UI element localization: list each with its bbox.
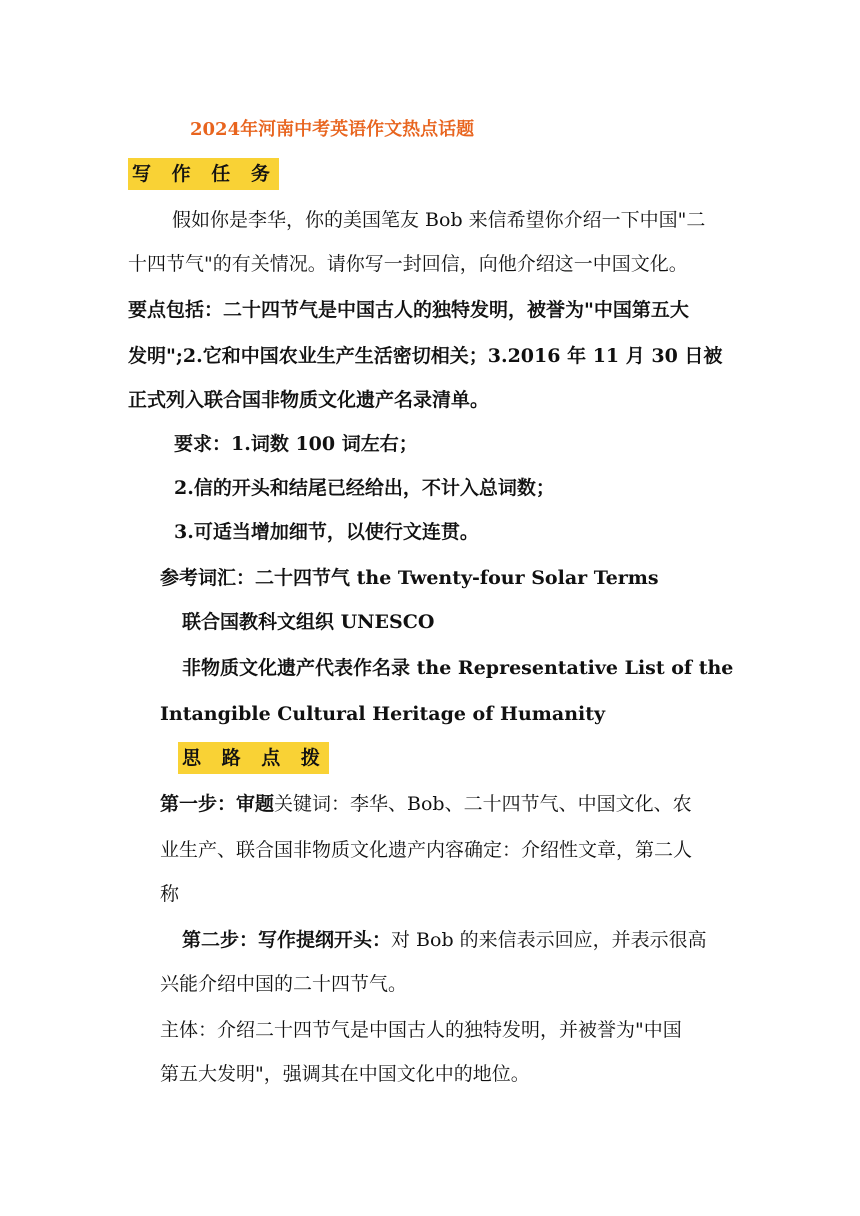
requirement-1: 要求：1.词数 100 词左右； [174,433,418,455]
body-para-line-1: 主体：介绍二十四节气是中国古人的独特发明，并被誉为"中国 [160,1019,682,1041]
step2-line-2: 兴能介绍中国的二十四节气。 [160,973,408,995]
vocab-line-2: 联合国教科文组织 UNESCO [182,611,435,633]
step1-text: 关键词：李华、Bob、二十四节气、中国文化、农 [274,793,692,815]
section-tag-writing-task: 写 作 任 务 [128,158,279,190]
step1-line-3: 称 [160,883,180,905]
task-line-5: 正式列入联合国非物质文化遗产名录清单。 [128,389,490,411]
vocab-line-4: Intangible Cultural Heritage of Humanity [160,703,606,725]
task-line-1: 假如你是李华，你的美国笔友 Bob 来信希望你介绍一下中国"二 [172,209,706,231]
step1-label: 第一步：审题 [160,793,275,815]
task-line-2: 十四节气"的有关情况。请你写一封回信，向他介绍这一中国文化。 [128,253,688,275]
vocab-line-1: 参考词汇：二十四节气 the Twenty-four Solar Terms [160,567,659,589]
task-line-3: 要点包括：二十四节气是中国古人的独特发明，被誉为"中国第五大 [128,299,689,321]
step1-line-2: 业生产、联合国非物质文化遗产内容确定：介绍性文章，第二人 [160,839,693,861]
step2-line-1 [182,928,707,952]
task-line-4: 发明";2.它和中国农业生产生活密切相关；3.2016 年 11 月 30 日被 [128,345,723,367]
step1-line-1 [160,792,692,816]
requirement-3: 3.可适当增加细节，以使行文连贯。 [174,521,479,543]
page-title: 2024年河南中考英语作文热点话题 [190,119,475,140]
step2-text: 对 Bob 的来信表示回应，并表示很高 [391,929,707,951]
requirement-2: 2.信的开头和结尾已经给出，不计入总词数； [174,477,555,499]
step2-label: 第二步：写作提纲开头： [182,929,392,951]
section-tag-thinking-tips: 思 路 点 拨 [178,742,329,774]
body-para-line-2: 第五大发明"，强调其在中国文化中的地位。 [160,1063,530,1085]
vocab-line-3: 非物质文化遗产代表作名录 the Representative List of the [182,657,734,679]
